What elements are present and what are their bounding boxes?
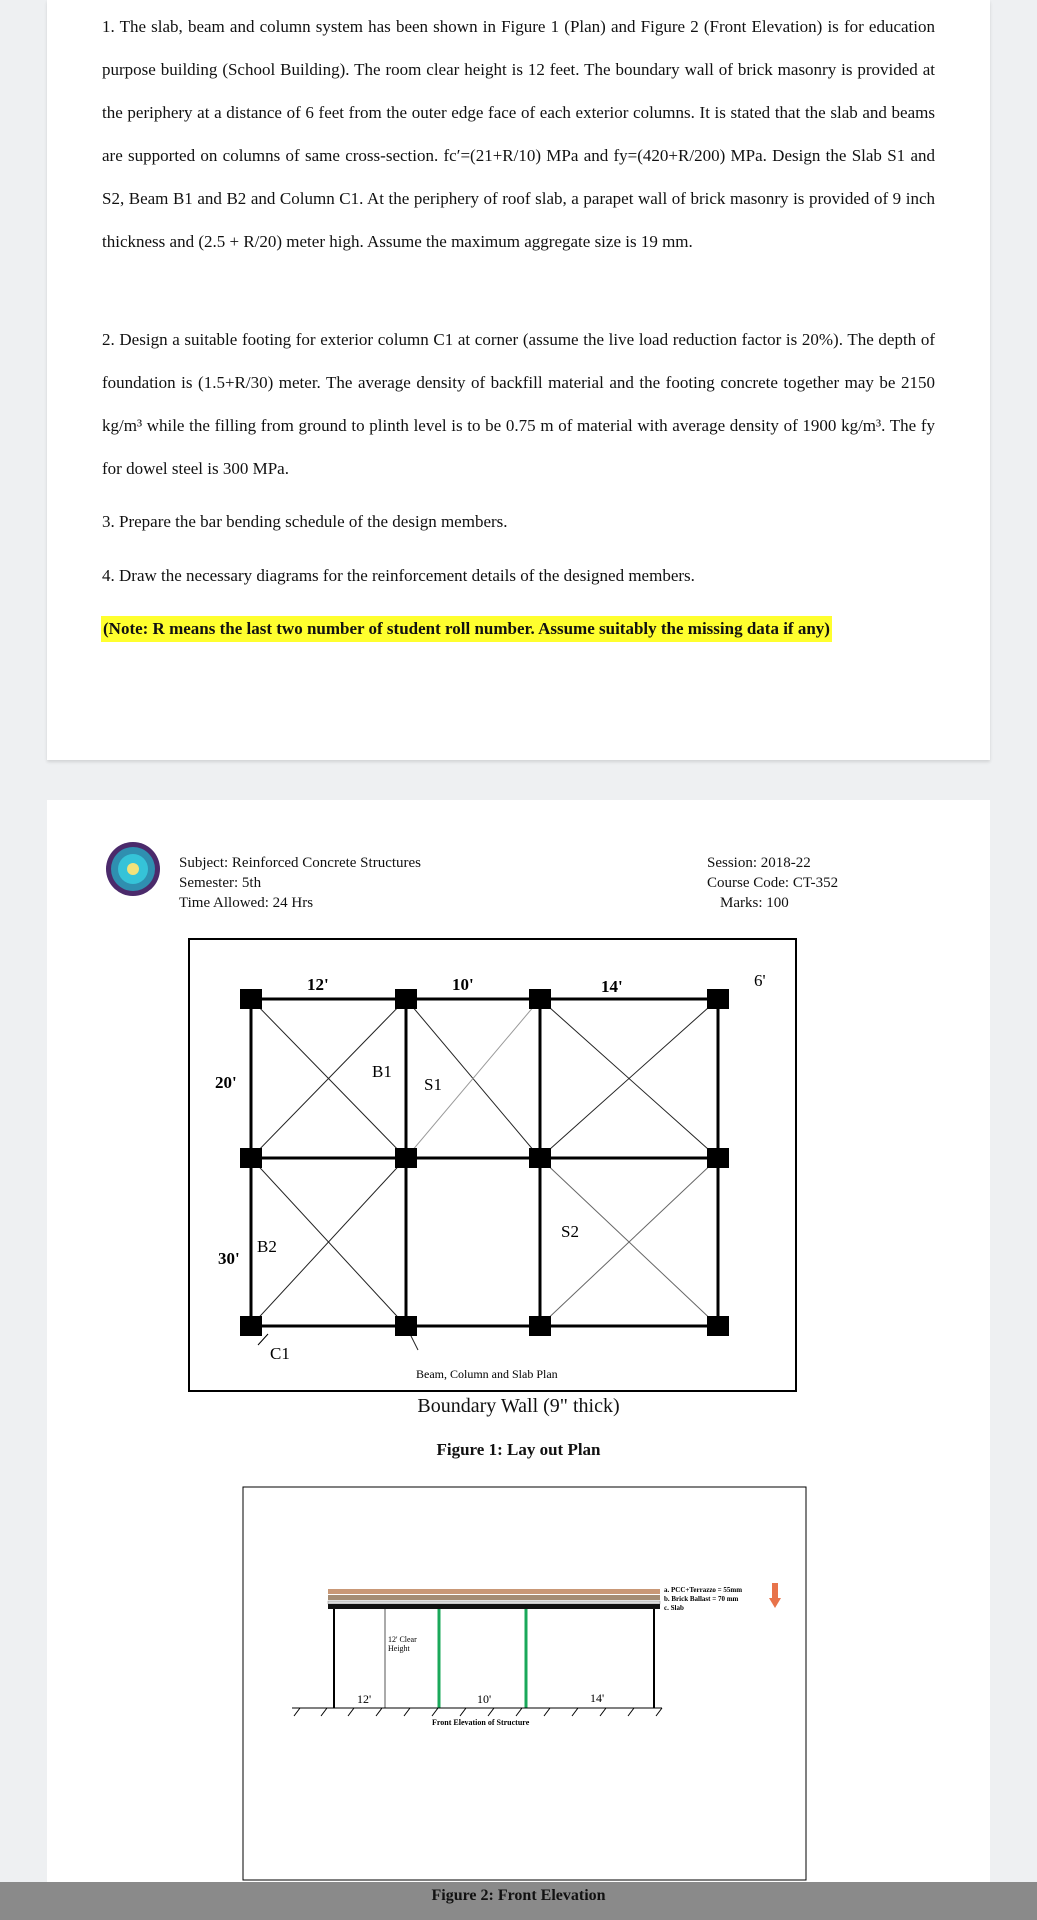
boundary-wall-outline: [189, 939, 796, 1391]
legend-b: b. Brick Ballast = 70 mm: [664, 1595, 739, 1603]
down-arrow-icon: [769, 1583, 781, 1608]
figure-1-caption: Figure 1: Lay out Plan: [436, 1440, 601, 1459]
legend-c: c. Slab: [664, 1604, 684, 1612]
column-squares: [240, 989, 729, 1336]
slab-layer: [328, 1604, 660, 1609]
label-b2: B2: [257, 1237, 277, 1256]
paragraph-4: 4. Draw the necessary diagrams for the reinforcement details of the designed members.: [102, 566, 695, 585]
front-elevation-figure: [242, 1486, 807, 1881]
subject-line: Subject: Reinforced Concrete Structures: [179, 855, 422, 871]
legend-a: a. PCC+Terrazzo = 55mm: [664, 1586, 743, 1594]
paragraph-2: 2. Design a suitable footing for exterior column C1 at corner (assume the live load reduction factor is 20%). The depth of foundation is (1.5+R/30) meter. The average density of backfill material and the footing concrete together may be 2150 kg/m³ while the filling from ground to plinth level is to be 0.75 m of material with average density of 1900 kg/m³. The fy for dowel steel is 300 MPa.: [102, 330, 935, 478]
dim-6: 6': [754, 971, 766, 990]
beam-lines: [251, 999, 718, 1326]
page-2: [47, 800, 990, 1920]
paragraph-1: 1. The slab, beam and column system has been shown in Figure 1 (Plan) and Figure 2 (Front Elevation) is for education purpose building (School Building). The room clear height is 12 feet. The boundary wall of brick masonry is provided at the periphery at a distance of 6 feet from the outer edge face of each exterior columns. It is stated that the slab and beams are supported on columns of same cross-section. fc′=(21+R/10) MPa and fy=(420+R/200) MPa. Design the Slab S1 and S2, Beam B1 and B2 and Column C1. At the periphery of roof slab, a parapet wall of brick masonry is provided of 9 inch thickness and (2.5 + R/20) meter high. Assume the maximum aggregate size is 19 mm.: [102, 17, 935, 251]
label-b1: B1: [372, 1062, 392, 1081]
elev-dim-10: 10': [477, 1692, 492, 1706]
dim-20: 20': [215, 1073, 237, 1092]
brick-ballast-layer: [328, 1595, 660, 1600]
boundary-wall-label: Boundary Wall (9" thick): [417, 1395, 620, 1417]
label-s2: S2: [561, 1222, 579, 1241]
session-line: Session: 2018-22: [707, 855, 811, 871]
marks-line: Marks: 100: [720, 895, 789, 911]
dim-30: 30': [218, 1249, 240, 1268]
page-1: [47, 0, 990, 760]
slab-diagonals: [251, 999, 718, 1350]
elevation-inner-caption: Front Elevation of Structure: [432, 1718, 530, 1727]
paragraph-3: 3. Prepare the bar bending schedule of the design members.: [102, 512, 508, 531]
note-highlight: (Note: R means the last two number of student roll number. Assume suitably the missing data if any): [101, 616, 832, 642]
course-code-line: Course Code: CT-352: [707, 875, 839, 891]
terrazzo-layer: [328, 1589, 660, 1594]
elev-dim-14: 14': [590, 1691, 605, 1705]
figure-2-caption: Figure 2: Front Elevation: [431, 1887, 606, 1904]
dim-12: 12': [307, 975, 329, 994]
label-s1: S1: [424, 1075, 442, 1094]
elev-dim-12: 12': [357, 1692, 372, 1706]
university-logo-icon: [105, 841, 161, 897]
clear-height-label: 12' Clear: [388, 1635, 417, 1644]
dim-10: 10': [452, 975, 474, 994]
layout-plan-figure: [188, 938, 798, 1393]
clear-height-word: Height: [388, 1644, 410, 1653]
dim-14: 14': [601, 977, 623, 996]
time-line: Time Allowed: 24 Hrs: [179, 895, 314, 911]
semester-line: Semester: 5th: [179, 875, 262, 891]
plan-inner-caption: Beam, Column and Slab Plan: [416, 1367, 558, 1381]
label-c1: C1: [270, 1344, 290, 1363]
